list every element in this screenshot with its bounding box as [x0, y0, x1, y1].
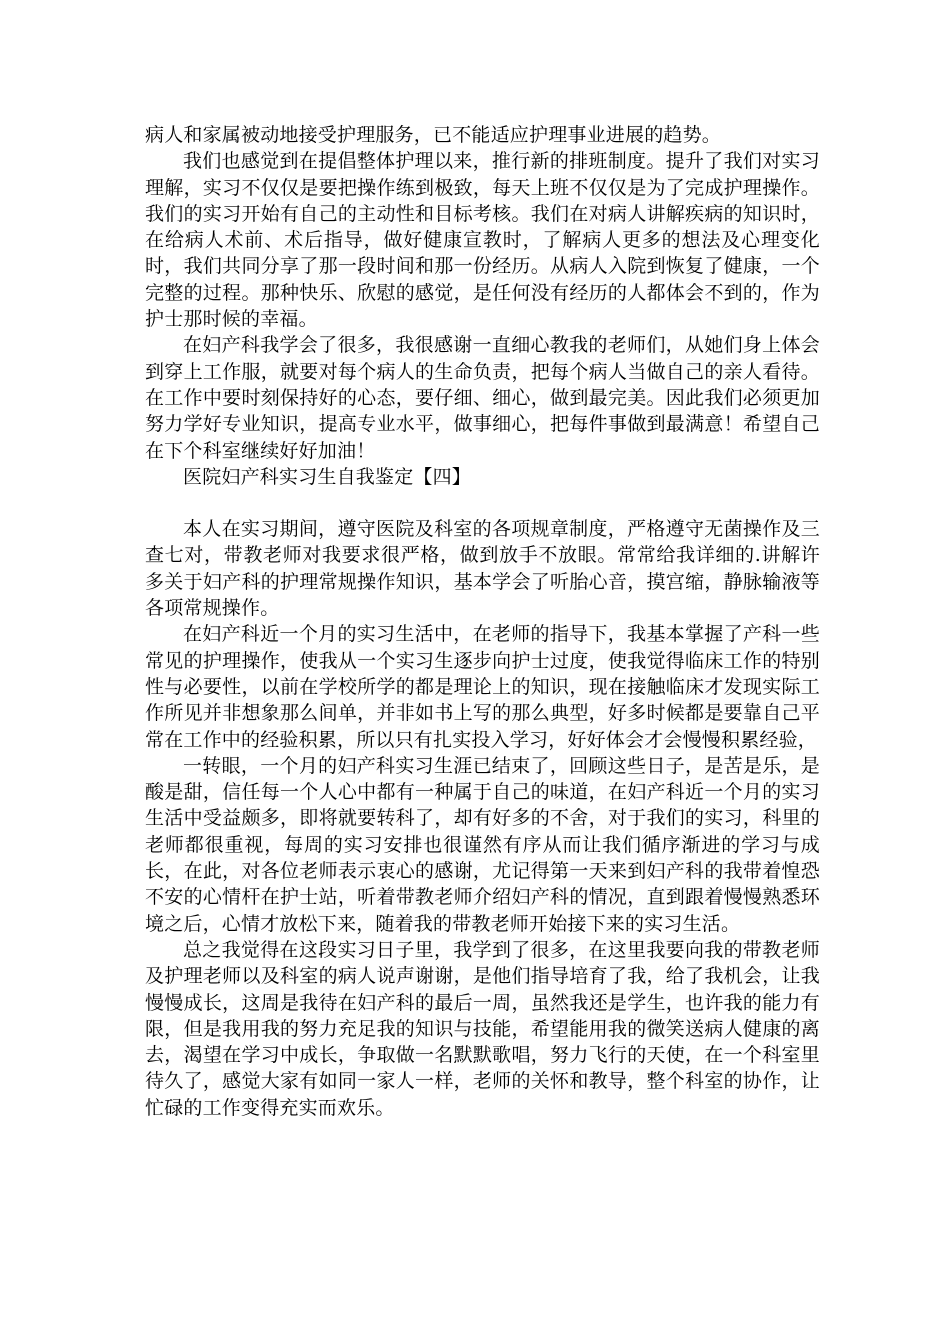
paragraph-conclusion: 总之我觉得在这段实习日子里，我学到了很多，在这里我要向我的带教老师及护理老师以及科室的病人说声谢谢，是他们指导培育了我，给了我机会，让我慢慢成长，这周是我待在妇产科的最后一周，虽然我还是学生，也许我的能力有限，但是我用我的努力充足我的知识与技能，希望能用我的微笑送病人健康的离去，渴望在学习中成长，争取做一名默默歌唱，努力飞行的天使，在一个科室里待久了，感觉大家有如同一家人一样，老师的关怀和教导，整个科室的协作，让忙碌的工作变得充实而欢乐。	[145, 938, 820, 1119]
paragraph-rules: 本人在实习期间，遵守医院及科室的各项规章制度，严格遵守无菌操作及三查七对，带教老师对我要求很严格，做到放手不放眼。常常给我详细的.讲解许多关于妇产科的护理常规操作知识，基本学会了听胎心音，摸宫缩，静脉输液等各项常规操作。	[145, 518, 820, 620]
paragraph-gratitude: 在妇产科我学会了很多，我很感谢一直细心教我的老师们，从她们身上体会到穿上工作服，就要对每个病人的生命负责，把每个病人当做自己的亲人看待。在工作中要时刻保持好的心态，要仔细、细心，做到最完美。因此我们必须更加努力学好专业知识，提高专业水平，做事细心，把每件事做到最满意！希望自己在下个科室继续好好加油！	[145, 334, 820, 462]
paragraph-continuation: 病人和家属被动地接受护理服务，已不能适应护理事业进展的趋势。	[145, 124, 722, 146]
paragraph-scheduling: 我们也感觉到在提倡整体护理以来，推行新的排班制度。提升了我们对实习理解，实习不仅仅是要把操作练到极致，每天上班不仅仅是为了完成护理操作。我们的实习开始有自己的主动性和目标考核。我们在对病人讲解疾病的知识时，在给病人术前、术后指导，做好健康宣教时，了解病人更多的想法及心理变化时，我们共同分享了那一段时间和那一份经历。从病人入院到恢复了健康，一个完整的过程。那种快乐、欣慰的感觉，是任何没有经历的人都体会不到的，作为护士那时候的幸福。	[145, 150, 820, 331]
document-page	[145, 122, 820, 1121]
blank-line	[145, 490, 820, 516]
paragraph-month-practice: 在妇产科近一个月的实习生活中，在老师的指导下，我基本掌握了产科一些常见的护理操作，使我从一个实习生逐步向护士过度，使我觉得临床工作的特别性与必要性，以前在学校所学的都是理论上的知识，现在接触临床才发现实际工作所见并非想象那么间单，并非如书上写的那么典型，好多时候都是要靠自己平常在工作中的经验积累，所以只有扎实投入学习，好好体会才会慢慢积累经验，	[145, 623, 820, 751]
section-heading: 医院妇产科实习生自我鉴定【四】	[183, 465, 472, 488]
paragraph-reflection: 一转眼，一个月的妇产科实习生涯已结束了，回顾这些日子，是苦是乐，是酸是甜，信任每一个人心中都有一种属于自己的味道，在妇产科近一个月的实习生活中受益颇多，即将就要转科了，却有好多的不舍，对于我们的实习，科里的老师都很重视，每周的实习安排也很谨然有序从而让我们循序渐进的学习与成长，在此，对各位老师表示衷心的感谢，尤记得第一天来到妇产科的我带着惶恐不安的心情杆在护士站，听着带教老师介绍妇产科的情况，直到跟着慢慢熟悉环境之后，心情才放松下来，随着我的带教老师开始接下来的实习生活。	[145, 754, 820, 935]
